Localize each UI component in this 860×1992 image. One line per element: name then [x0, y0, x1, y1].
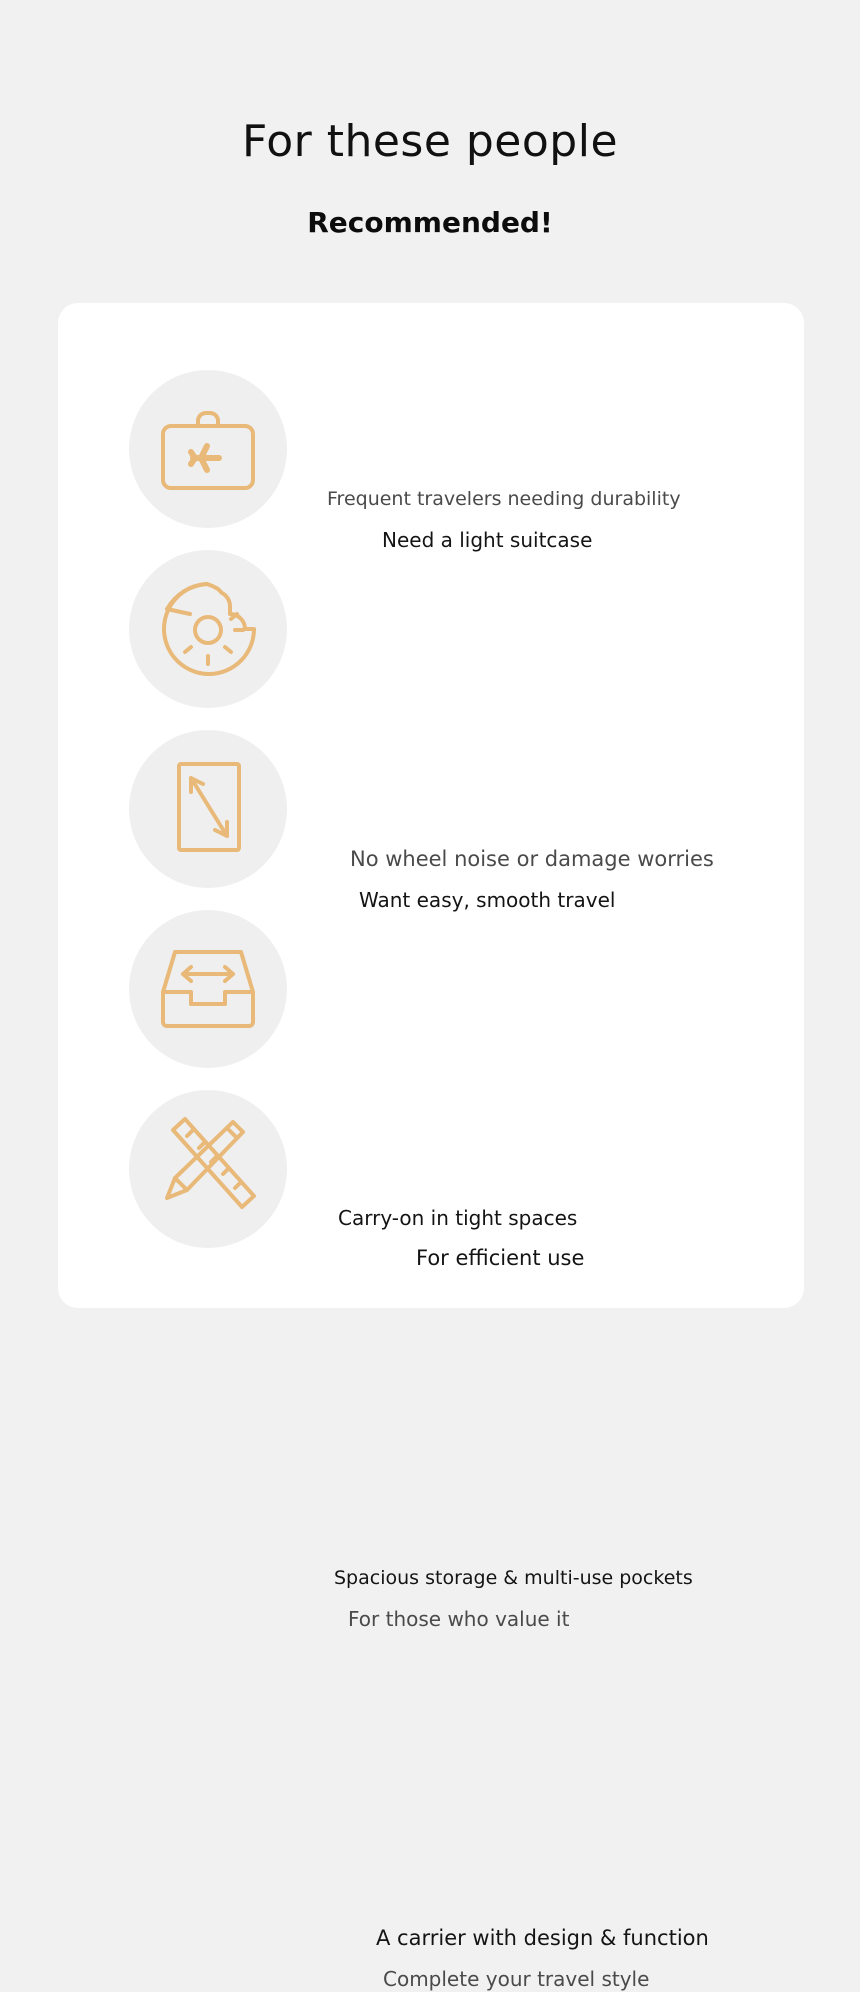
- icon-circle: [129, 910, 287, 1068]
- page-title: For these people: [241, 116, 619, 167]
- recommendation-item: [58, 550, 804, 912]
- item-primary-text: Frequent travelers needing durability: [327, 488, 681, 510]
- resize-diagonal-icon: [153, 754, 263, 864]
- icon-circle: [129, 730, 287, 888]
- ruler-pencil-icon: [153, 1114, 263, 1224]
- icon-circle: [129, 550, 287, 708]
- item-secondary-text: Need a light suitcase: [382, 528, 593, 552]
- travel-bag-airplane-icon: [153, 394, 263, 504]
- item-secondary-text: For those who value it: [348, 1607, 570, 1631]
- wheel-brake-icon: [153, 574, 263, 684]
- item-primary-text: A carrier with design & function: [376, 1926, 709, 1950]
- item-primary-text: Carry-on in tight spaces: [338, 1206, 578, 1230]
- icon-circle: [129, 1090, 287, 1248]
- item-secondary-text: Want easy, smooth travel: [359, 888, 616, 912]
- item-secondary-text: Complete your travel style: [383, 1967, 650, 1991]
- icon-circle: [129, 370, 287, 528]
- storage-tray-icon: [153, 934, 263, 1044]
- page-subtitle: Recommended!: [307, 206, 553, 239]
- recommendation-card: [58, 303, 804, 1991]
- item-primary-text: No wheel noise or damage worries: [350, 847, 714, 871]
- recommendation-item: [58, 370, 804, 552]
- item-primary-text: Spacious storage & multi-use pockets: [334, 1567, 693, 1589]
- item-secondary-text: For efficient use: [416, 1246, 585, 1270]
